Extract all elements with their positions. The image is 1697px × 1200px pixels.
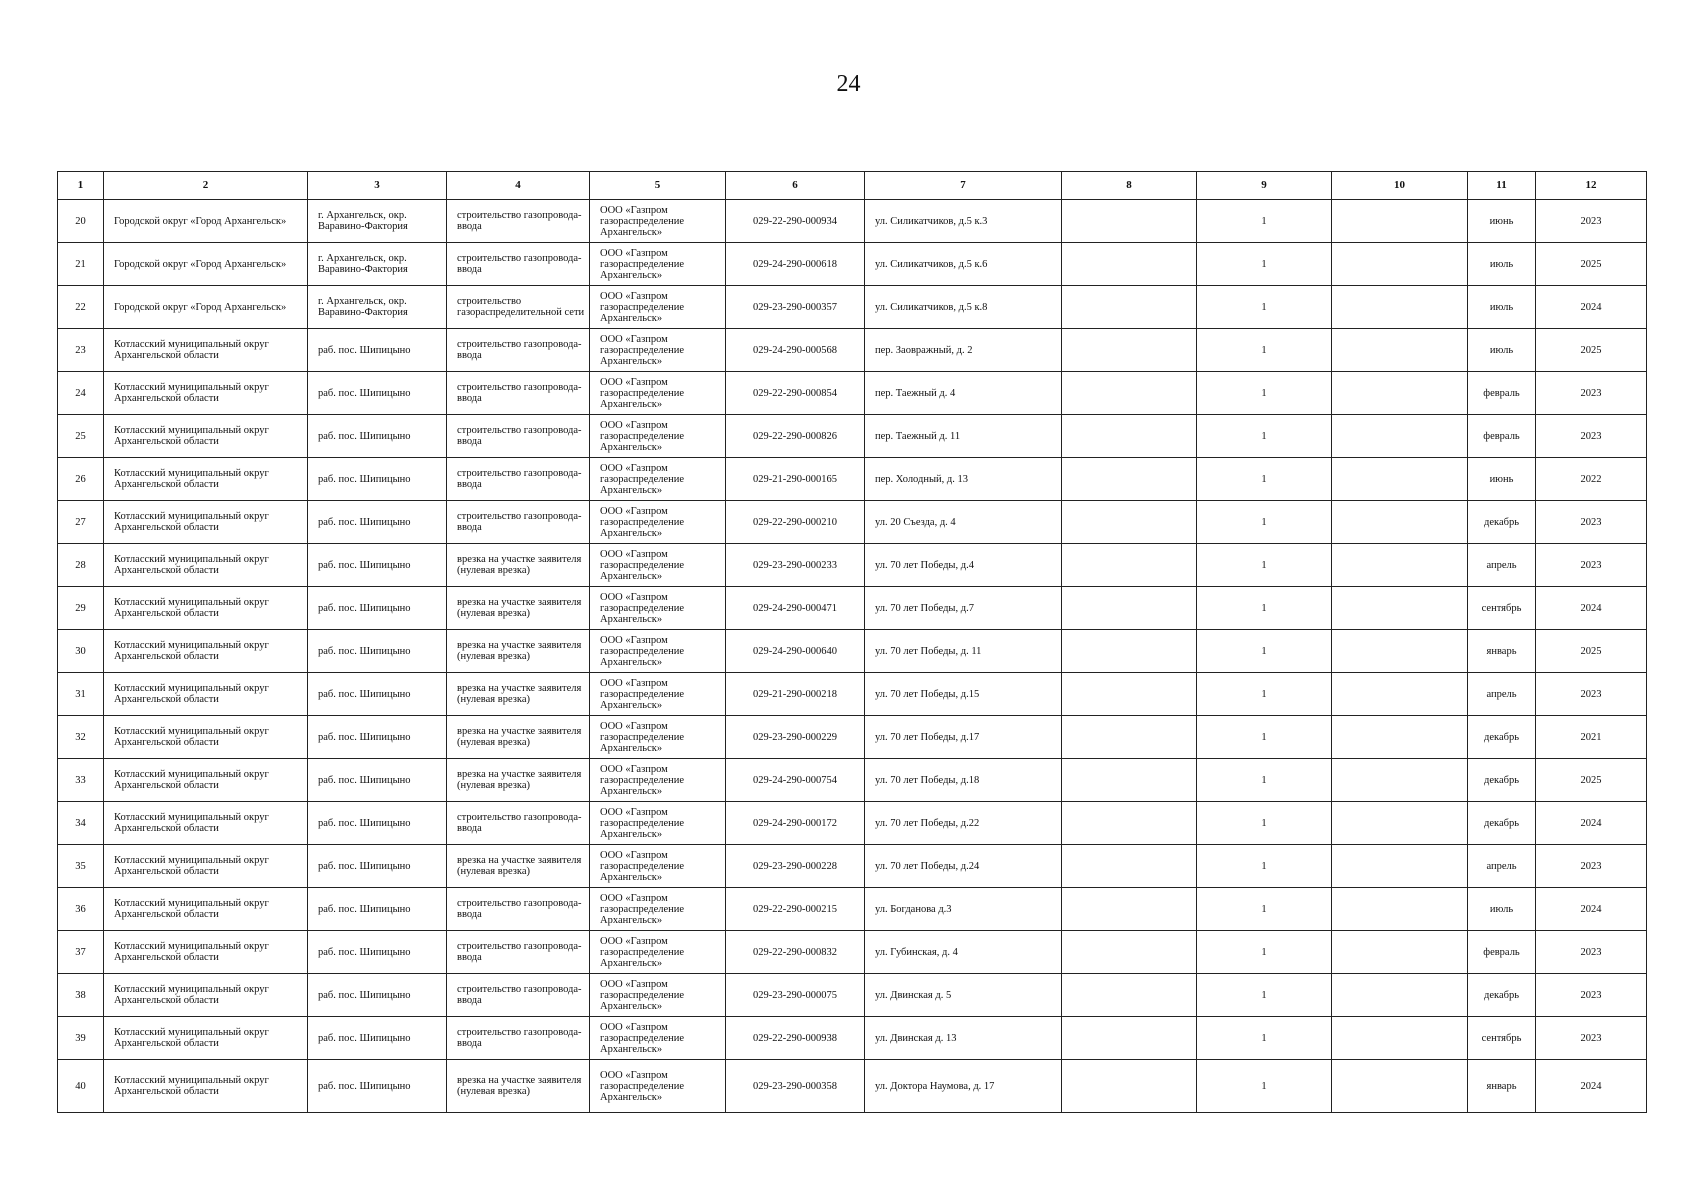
month-cell: сентябрь: [1468, 587, 1536, 630]
row-number-cell: 27: [58, 501, 104, 544]
count-cell: 1: [1197, 458, 1332, 501]
work-type-cell: строительство газопровода-ввода: [447, 501, 590, 544]
col10-cell: [1332, 587, 1468, 630]
row-number-cell: 28: [58, 544, 104, 587]
registry-number-cell: 029-24-290-000640: [726, 630, 865, 673]
work-type-cell: строительство газопровода-ввода: [447, 329, 590, 372]
count-cell: 1: [1197, 587, 1332, 630]
table-row: [58, 888, 1647, 931]
year-cell: 2023: [1536, 372, 1647, 415]
table-row: [58, 845, 1647, 888]
address-cell: пер. Заовражный, д. 2: [865, 329, 1062, 372]
organization-cell: ООО «Газпром газораспределение Архангельск»: [590, 243, 726, 286]
table-row: [58, 544, 1647, 587]
organization-cell: ООО «Газпром газораспределение Архангельск»: [590, 587, 726, 630]
municipality-cell: Котласский муниципальный округ Архангельской области: [104, 673, 308, 716]
count-cell: 1: [1197, 845, 1332, 888]
organization-cell: ООО «Газпром газораспределение Архангельск»: [590, 802, 726, 845]
locality-cell: раб. пос. Шипицыно: [308, 544, 447, 587]
municipality-cell: Городской округ «Город Архангельск»: [104, 200, 308, 243]
month-cell: июнь: [1468, 458, 1536, 501]
header-cell: 12: [1536, 172, 1647, 200]
col8-cell: [1062, 587, 1197, 630]
col10-cell: [1332, 243, 1468, 286]
registry-number-cell: 029-24-290-000754: [726, 759, 865, 802]
row-number-cell: 26: [58, 458, 104, 501]
row-number-cell: 32: [58, 716, 104, 759]
table-row: [58, 329, 1647, 372]
count-cell: 1: [1197, 716, 1332, 759]
work-type-cell: строительство газопровода-ввода: [447, 415, 590, 458]
municipality-cell: Городской округ «Город Архангельск»: [104, 286, 308, 329]
locality-cell: раб. пос. Шипицыно: [308, 888, 447, 931]
organization-cell: ООО «Газпром газораспределение Архангельск»: [590, 974, 726, 1017]
month-cell: июль: [1468, 243, 1536, 286]
col8-cell: [1062, 286, 1197, 329]
locality-cell: раб. пос. Шипицыно: [308, 974, 447, 1017]
table-row: [58, 1060, 1647, 1113]
col10-cell: [1332, 931, 1468, 974]
registry-number-cell: 029-21-290-000218: [726, 673, 865, 716]
header-cell: 2: [104, 172, 308, 200]
data-table: [57, 171, 1647, 1113]
table-body: [58, 172, 1647, 1113]
row-number-cell: 23: [58, 329, 104, 372]
col10-cell: [1332, 501, 1468, 544]
row-number-cell: 33: [58, 759, 104, 802]
address-cell: ул. Богданова д.3: [865, 888, 1062, 931]
address-cell: ул. 70 лет Победы, д.17: [865, 716, 1062, 759]
month-cell: декабрь: [1468, 759, 1536, 802]
work-type-cell: строительство газопровода-ввода: [447, 200, 590, 243]
col8-cell: [1062, 372, 1197, 415]
col10-cell: [1332, 544, 1468, 587]
organization-cell: ООО «Газпром газораспределение Архангельск»: [590, 1017, 726, 1060]
locality-cell: раб. пос. Шипицыно: [308, 1017, 447, 1060]
organization-cell: ООО «Газпром газораспределение Архангельск»: [590, 759, 726, 802]
registry-number-cell: 029-24-290-000618: [726, 243, 865, 286]
table-row: [58, 501, 1647, 544]
address-cell: ул. Силикатчиков, д.5 к.3: [865, 200, 1062, 243]
header-cell: 9: [1197, 172, 1332, 200]
col8-cell: [1062, 1017, 1197, 1060]
count-cell: 1: [1197, 974, 1332, 1017]
table-row: [58, 759, 1647, 802]
table-row: [58, 587, 1647, 630]
header-cell: 1: [58, 172, 104, 200]
header-cell: 10: [1332, 172, 1468, 200]
organization-cell: ООО «Газпром газораспределение Архангельск»: [590, 931, 726, 974]
row-number-cell: 22: [58, 286, 104, 329]
municipality-cell: Котласский муниципальный округ Архангельской области: [104, 372, 308, 415]
table-row: [58, 716, 1647, 759]
year-cell: 2024: [1536, 888, 1647, 931]
month-cell: июнь: [1468, 200, 1536, 243]
count-cell: 1: [1197, 673, 1332, 716]
col10-cell: [1332, 759, 1468, 802]
year-cell: 2025: [1536, 329, 1647, 372]
address-cell: пер. Таежный д. 4: [865, 372, 1062, 415]
count-cell: 1: [1197, 200, 1332, 243]
municipality-cell: Котласский муниципальный округ Архангельской области: [104, 845, 308, 888]
work-type-cell: строительство газопровода-ввода: [447, 458, 590, 501]
count-cell: 1: [1197, 888, 1332, 931]
col8-cell: [1062, 759, 1197, 802]
address-cell: пер. Таежный д. 11: [865, 415, 1062, 458]
table-row: [58, 200, 1647, 243]
municipality-cell: Котласский муниципальный округ Архангельской области: [104, 931, 308, 974]
year-cell: 2023: [1536, 1017, 1647, 1060]
table-row: [58, 673, 1647, 716]
year-cell: 2023: [1536, 200, 1647, 243]
municipality-cell: Котласский муниципальный округ Архангельской области: [104, 501, 308, 544]
month-cell: декабрь: [1468, 802, 1536, 845]
address-cell: ул. 70 лет Победы, д.7: [865, 587, 1062, 630]
year-cell: 2023: [1536, 931, 1647, 974]
count-cell: 1: [1197, 372, 1332, 415]
col10-cell: [1332, 673, 1468, 716]
locality-cell: раб. пос. Шипицыно: [308, 931, 447, 974]
organization-cell: ООО «Газпром газораспределение Архангельск»: [590, 286, 726, 329]
work-type-cell: строительство газопровода-ввода: [447, 974, 590, 1017]
col10-cell: [1332, 415, 1468, 458]
col10-cell: [1332, 286, 1468, 329]
col10-cell: [1332, 802, 1468, 845]
work-type-cell: врезка на участке заявителя (нулевая врезка): [447, 759, 590, 802]
month-cell: декабрь: [1468, 501, 1536, 544]
count-cell: 1: [1197, 1060, 1332, 1113]
work-type-cell: строительство газораспределительной сети: [447, 286, 590, 329]
table-row: [58, 1017, 1647, 1060]
locality-cell: раб. пос. Шипицыно: [308, 329, 447, 372]
count-cell: 1: [1197, 759, 1332, 802]
table-row: [58, 415, 1647, 458]
month-cell: апрель: [1468, 845, 1536, 888]
locality-cell: раб. пос. Шипицыно: [308, 716, 447, 759]
col10-cell: [1332, 200, 1468, 243]
month-cell: декабрь: [1468, 974, 1536, 1017]
table-row: [58, 286, 1647, 329]
municipality-cell: Котласский муниципальный округ Архангельской области: [104, 974, 308, 1017]
organization-cell: ООО «Газпром газораспределение Архангельск»: [590, 415, 726, 458]
municipality-cell: Котласский муниципальный округ Архангельской области: [104, 458, 308, 501]
address-cell: ул. 70 лет Победы, д. 11: [865, 630, 1062, 673]
municipality-cell: Котласский муниципальный округ Архангельской области: [104, 630, 308, 673]
table-row: [58, 931, 1647, 974]
locality-cell: г. Архангельск, окр. Варавино-Фактория: [308, 286, 447, 329]
organization-cell: ООО «Газпром газораспределение Архангельск»: [590, 329, 726, 372]
col8-cell: [1062, 243, 1197, 286]
work-type-cell: врезка на участке заявителя (нулевая врезка): [447, 544, 590, 587]
address-cell: ул. 70 лет Победы, д.22: [865, 802, 1062, 845]
municipality-cell: Городской округ «Город Архангельск»: [104, 243, 308, 286]
organization-cell: ООО «Газпром газораспределение Архангельск»: [590, 501, 726, 544]
col8-cell: [1062, 200, 1197, 243]
municipality-cell: Котласский муниципальный округ Архангельской области: [104, 802, 308, 845]
header-cell: 11: [1468, 172, 1536, 200]
municipality-cell: Котласский муниципальный округ Архангельской области: [104, 544, 308, 587]
count-cell: 1: [1197, 329, 1332, 372]
count-cell: 1: [1197, 931, 1332, 974]
year-cell: 2023: [1536, 673, 1647, 716]
row-number-cell: 40: [58, 1060, 104, 1113]
col8-cell: [1062, 329, 1197, 372]
organization-cell: ООО «Газпром газораспределение Архангельск»: [590, 673, 726, 716]
year-cell: 2023: [1536, 501, 1647, 544]
address-cell: пер. Холодный, д. 13: [865, 458, 1062, 501]
row-number-cell: 34: [58, 802, 104, 845]
organization-cell: ООО «Газпром газораспределение Архангельск»: [590, 888, 726, 931]
year-cell: 2024: [1536, 1060, 1647, 1113]
header-cell: 7: [865, 172, 1062, 200]
registry-number-cell: 029-23-290-000075: [726, 974, 865, 1017]
header-cell: 8: [1062, 172, 1197, 200]
municipality-cell: Котласский муниципальный округ Архангельской области: [104, 716, 308, 759]
month-cell: июль: [1468, 329, 1536, 372]
col10-cell: [1332, 372, 1468, 415]
locality-cell: раб. пос. Шипицыно: [308, 673, 447, 716]
col8-cell: [1062, 673, 1197, 716]
municipality-cell: Котласский муниципальный округ Архангельской области: [104, 1017, 308, 1060]
col8-cell: [1062, 974, 1197, 1017]
address-cell: ул. Двинская д. 13: [865, 1017, 1062, 1060]
year-cell: 2024: [1536, 802, 1647, 845]
col10-cell: [1332, 716, 1468, 759]
work-type-cell: врезка на участке заявителя (нулевая врезка): [447, 1060, 590, 1113]
address-cell: ул. Доктора Наумова, д. 17: [865, 1060, 1062, 1113]
table-row: [58, 630, 1647, 673]
table-row: [58, 372, 1647, 415]
row-number-cell: 25: [58, 415, 104, 458]
registry-number-cell: 029-22-290-000854: [726, 372, 865, 415]
address-cell: ул. Двинская д. 5: [865, 974, 1062, 1017]
count-cell: 1: [1197, 1017, 1332, 1060]
registry-number-cell: 029-22-290-000934: [726, 200, 865, 243]
col8-cell: [1062, 1060, 1197, 1113]
row-number-cell: 38: [58, 974, 104, 1017]
count-cell: 1: [1197, 544, 1332, 587]
work-type-cell: строительство газопровода-ввода: [447, 1017, 590, 1060]
header-cell: 4: [447, 172, 590, 200]
col8-cell: [1062, 458, 1197, 501]
col8-cell: [1062, 888, 1197, 931]
locality-cell: раб. пос. Шипицыно: [308, 372, 447, 415]
organization-cell: ООО «Газпром газораспределение Архангельск»: [590, 372, 726, 415]
col8-cell: [1062, 544, 1197, 587]
work-type-cell: строительство газопровода-ввода: [447, 243, 590, 286]
count-cell: 1: [1197, 286, 1332, 329]
organization-cell: ООО «Газпром газораспределение Архангельск»: [590, 458, 726, 501]
address-cell: ул. 70 лет Победы, д.15: [865, 673, 1062, 716]
row-number-cell: 37: [58, 931, 104, 974]
address-cell: ул. Силикатчиков, д.5 к.6: [865, 243, 1062, 286]
year-cell: 2023: [1536, 974, 1647, 1017]
table-header-row: [58, 172, 1647, 200]
table-row: [58, 974, 1647, 1017]
registry-number-cell: 029-23-290-000229: [726, 716, 865, 759]
municipality-cell: Котласский муниципальный округ Архангельской области: [104, 587, 308, 630]
year-cell: 2021: [1536, 716, 1647, 759]
row-number-cell: 35: [58, 845, 104, 888]
registry-number-cell: 029-21-290-000165: [726, 458, 865, 501]
work-type-cell: строительство газопровода-ввода: [447, 802, 590, 845]
registry-number-cell: 029-24-290-000172: [726, 802, 865, 845]
registry-number-cell: 029-23-290-000228: [726, 845, 865, 888]
organization-cell: ООО «Газпром газораспределение Архангельск»: [590, 1060, 726, 1113]
registry-number-cell: 029-24-290-000568: [726, 329, 865, 372]
count-cell: 1: [1197, 630, 1332, 673]
work-type-cell: врезка на участке заявителя (нулевая врезка): [447, 845, 590, 888]
month-cell: апрель: [1468, 544, 1536, 587]
locality-cell: раб. пос. Шипицыно: [308, 415, 447, 458]
year-cell: 2025: [1536, 630, 1647, 673]
registry-number-cell: 029-22-290-000938: [726, 1017, 865, 1060]
municipality-cell: Котласский муниципальный округ Архангельской области: [104, 415, 308, 458]
organization-cell: ООО «Газпром газораспределение Архангельск»: [590, 200, 726, 243]
year-cell: 2025: [1536, 243, 1647, 286]
col10-cell: [1332, 1017, 1468, 1060]
registry-number-cell: 029-22-290-000210: [726, 501, 865, 544]
col10-cell: [1332, 888, 1468, 931]
locality-cell: раб. пос. Шипицыно: [308, 845, 447, 888]
municipality-cell: Котласский муниципальный округ Архангельской области: [104, 329, 308, 372]
year-cell: 2025: [1536, 759, 1647, 802]
row-number-cell: 31: [58, 673, 104, 716]
month-cell: апрель: [1468, 673, 1536, 716]
address-cell: ул. Силикатчиков, д.5 к.8: [865, 286, 1062, 329]
municipality-cell: Котласский муниципальный округ Архангельской области: [104, 888, 308, 931]
row-number-cell: 30: [58, 630, 104, 673]
locality-cell: раб. пос. Шипицыно: [308, 1060, 447, 1113]
count-cell: 1: [1197, 415, 1332, 458]
locality-cell: раб. пос. Шипицыно: [308, 802, 447, 845]
row-number-cell: 29: [58, 587, 104, 630]
header-cell: 5: [590, 172, 726, 200]
header-cell: 3: [308, 172, 447, 200]
col8-cell: [1062, 630, 1197, 673]
registry-number-cell: 029-22-290-000215: [726, 888, 865, 931]
work-type-cell: врезка на участке заявителя (нулевая врезка): [447, 716, 590, 759]
locality-cell: раб. пос. Шипицыно: [308, 630, 447, 673]
month-cell: февраль: [1468, 931, 1536, 974]
row-number-cell: 21: [58, 243, 104, 286]
locality-cell: раб. пос. Шипицыно: [308, 458, 447, 501]
year-cell: 2023: [1536, 415, 1647, 458]
locality-cell: г. Архангельск, окр. Варавино-Фактория: [308, 243, 447, 286]
work-type-cell: строительство газопровода-ввода: [447, 888, 590, 931]
registry-number-cell: 029-23-290-000358: [726, 1060, 865, 1113]
count-cell: 1: [1197, 802, 1332, 845]
locality-cell: раб. пос. Шипицыно: [308, 587, 447, 630]
row-number-cell: 24: [58, 372, 104, 415]
work-type-cell: врезка на участке заявителя (нулевая врезка): [447, 673, 590, 716]
col10-cell: [1332, 630, 1468, 673]
year-cell: 2024: [1536, 286, 1647, 329]
organization-cell: ООО «Газпром газораспределение Архангельск»: [590, 544, 726, 587]
month-cell: февраль: [1468, 372, 1536, 415]
organization-cell: ООО «Газпром газораспределение Архангельск»: [590, 716, 726, 759]
header-cell: 6: [726, 172, 865, 200]
municipality-cell: Котласский муниципальный округ Архангельской области: [104, 759, 308, 802]
month-cell: сентябрь: [1468, 1017, 1536, 1060]
month-cell: январь: [1468, 630, 1536, 673]
year-cell: 2023: [1536, 845, 1647, 888]
year-cell: 2023: [1536, 544, 1647, 587]
row-number-cell: 39: [58, 1017, 104, 1060]
table-row: [58, 802, 1647, 845]
work-type-cell: врезка на участке заявителя (нулевая врезка): [447, 587, 590, 630]
col10-cell: [1332, 1060, 1468, 1113]
row-number-cell: 36: [58, 888, 104, 931]
table-row: [58, 458, 1647, 501]
month-cell: июль: [1468, 286, 1536, 329]
registry-number-cell: 029-23-290-000233: [726, 544, 865, 587]
organization-cell: ООО «Газпром газораспределение Архангельск»: [590, 630, 726, 673]
col8-cell: [1062, 415, 1197, 458]
col8-cell: [1062, 501, 1197, 544]
work-type-cell: врезка на участке заявителя (нулевая врезка): [447, 630, 590, 673]
col8-cell: [1062, 931, 1197, 974]
col10-cell: [1332, 458, 1468, 501]
locality-cell: раб. пос. Шипицыно: [308, 501, 447, 544]
count-cell: 1: [1197, 501, 1332, 544]
registry-number-cell: 029-23-290-000357: [726, 286, 865, 329]
registry-number-cell: 029-22-290-000832: [726, 931, 865, 974]
col8-cell: [1062, 716, 1197, 759]
month-cell: январь: [1468, 1060, 1536, 1113]
year-cell: 2024: [1536, 587, 1647, 630]
col10-cell: [1332, 845, 1468, 888]
locality-cell: г. Архангельск, окр. Варавино-Фактория: [308, 200, 447, 243]
row-number-cell: 20: [58, 200, 104, 243]
locality-cell: раб. пос. Шипицыно: [308, 759, 447, 802]
address-cell: ул. Губинская, д. 4: [865, 931, 1062, 974]
registry-number-cell: 029-22-290-000826: [726, 415, 865, 458]
col10-cell: [1332, 329, 1468, 372]
table-row: [58, 243, 1647, 286]
year-cell: 2022: [1536, 458, 1647, 501]
work-type-cell: строительство газопровода-ввода: [447, 372, 590, 415]
count-cell: 1: [1197, 243, 1332, 286]
month-cell: декабрь: [1468, 716, 1536, 759]
address-cell: ул. 70 лет Победы, д.24: [865, 845, 1062, 888]
address-cell: ул. 20 Съезда, д. 4: [865, 501, 1062, 544]
organization-cell: ООО «Газпром газораспределение Архангельск»: [590, 845, 726, 888]
col10-cell: [1332, 974, 1468, 1017]
address-cell: ул. 70 лет Победы, д.4: [865, 544, 1062, 587]
month-cell: июль: [1468, 888, 1536, 931]
month-cell: февраль: [1468, 415, 1536, 458]
col8-cell: [1062, 802, 1197, 845]
page-number: 24: [836, 71, 861, 97]
address-cell: ул. 70 лет Победы, д.18: [865, 759, 1062, 802]
registry-number-cell: 029-24-290-000471: [726, 587, 865, 630]
col8-cell: [1062, 845, 1197, 888]
work-type-cell: строительство газопровода-ввода: [447, 931, 590, 974]
municipality-cell: Котласский муниципальный округ Архангельской области: [104, 1060, 308, 1113]
